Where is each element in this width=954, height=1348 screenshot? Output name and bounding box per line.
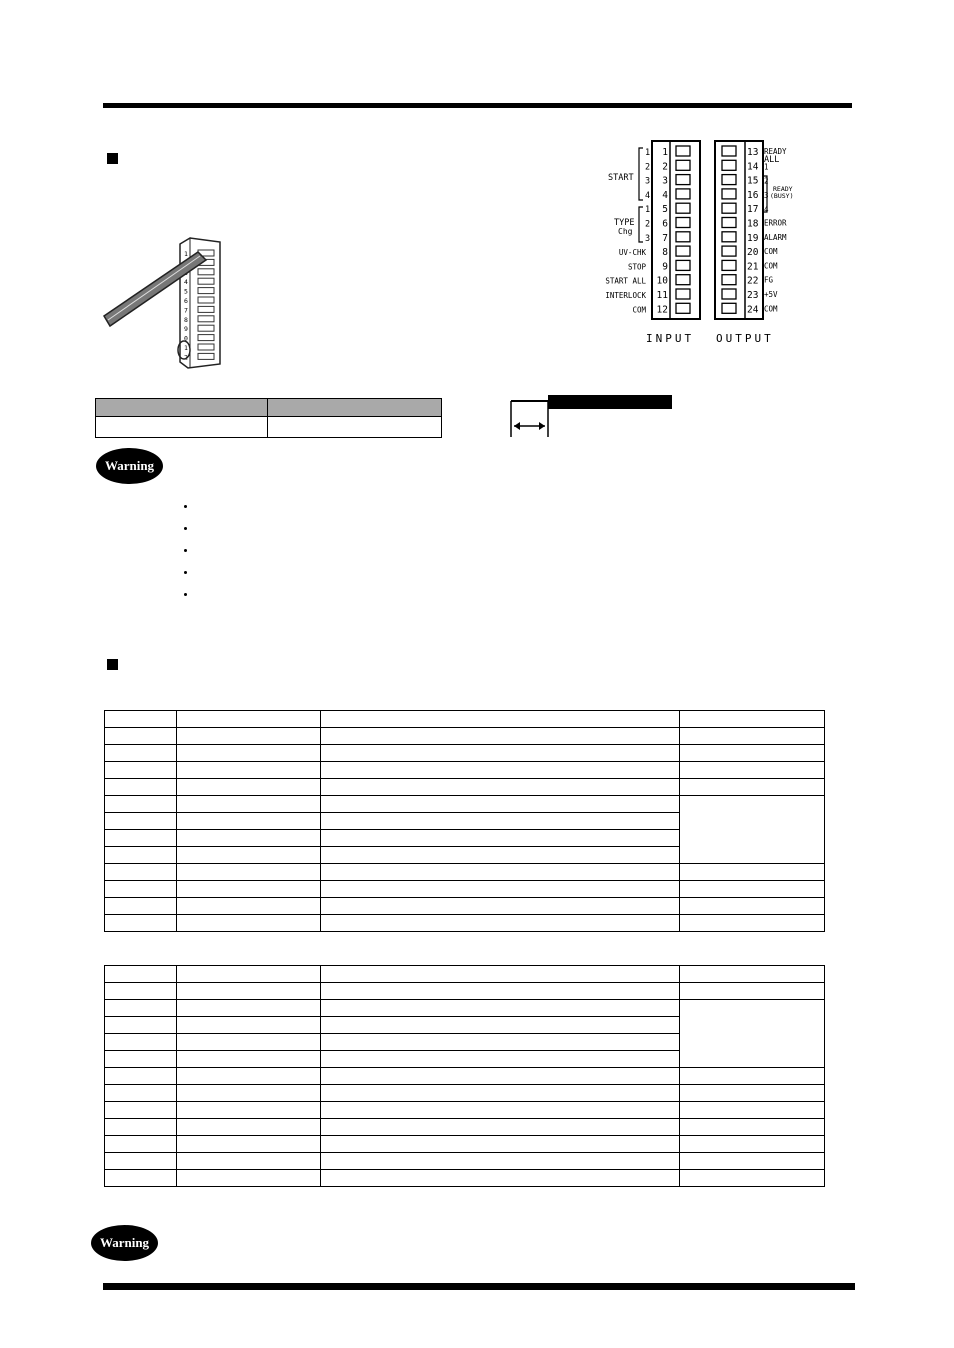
output-pin-slot bbox=[722, 260, 736, 270]
ready-busy-label: READY bbox=[773, 185, 793, 193]
output-pin-label: ERROR bbox=[764, 218, 787, 228]
output-pin-number: 19 bbox=[747, 232, 759, 244]
output-pin-slot bbox=[722, 146, 736, 156]
terminal-slot bbox=[198, 316, 214, 322]
input-pin-slot bbox=[676, 189, 690, 199]
input-pin-number: 11 bbox=[656, 290, 668, 301]
output-pin-number: 23 bbox=[747, 290, 759, 301]
input-pin-slot bbox=[676, 160, 690, 170]
output-pin-number: 18 bbox=[747, 218, 759, 230]
input-pin-slot bbox=[676, 146, 690, 156]
table-row bbox=[105, 796, 825, 813]
terminal-slot bbox=[198, 269, 214, 275]
output-pin-label: FG bbox=[764, 275, 774, 285]
input-pin-label: COM bbox=[632, 305, 646, 315]
output-pin-label: COM bbox=[764, 261, 778, 271]
ready-all-label: ALL bbox=[764, 155, 780, 165]
table-row bbox=[105, 711, 825, 728]
ready-busy-label-2: (BUSY) bbox=[770, 192, 794, 200]
terminal-slot bbox=[198, 335, 214, 341]
output-caption: OUTPUT bbox=[716, 332, 774, 345]
terminal-number: 1 bbox=[184, 344, 188, 352]
table-row bbox=[105, 779, 825, 796]
terminal-slot bbox=[198, 325, 214, 331]
table-row bbox=[105, 1170, 825, 1187]
ready-busy-sub-number: 2 bbox=[764, 176, 769, 186]
input-pin-number: 10 bbox=[656, 275, 668, 287]
table-row bbox=[105, 881, 825, 898]
table-row bbox=[105, 915, 825, 932]
table-row bbox=[105, 1085, 825, 1102]
terminal-slot bbox=[198, 344, 214, 350]
input-pin-slot bbox=[676, 260, 690, 270]
section-marker-2 bbox=[107, 659, 118, 670]
input-signal-table bbox=[104, 710, 825, 932]
section-marker-1 bbox=[107, 153, 118, 164]
start-sub-number: 2 bbox=[645, 162, 651, 173]
table-row bbox=[105, 1153, 825, 1170]
input-pin-number: 7 bbox=[662, 232, 668, 244]
table-row bbox=[105, 762, 825, 779]
input-caption: INPUT bbox=[646, 332, 695, 345]
output-pin-slot bbox=[722, 175, 736, 185]
output-pin-label: ALARM bbox=[764, 232, 787, 242]
output-pin-slot bbox=[722, 218, 736, 228]
output-pin-slot bbox=[722, 189, 736, 199]
input-pin-number: 1 bbox=[662, 147, 668, 158]
input-pin-number: 3 bbox=[662, 175, 668, 187]
input-pin-slot bbox=[676, 218, 690, 228]
output-signal-table bbox=[104, 965, 825, 1187]
terminal-slot bbox=[198, 306, 214, 312]
output-pin-number: 17 bbox=[747, 204, 759, 216]
start-sub-number: 3 bbox=[645, 176, 651, 187]
input-pin-label: INTERLOCK bbox=[605, 291, 646, 300]
output-pin-number: 15 bbox=[747, 175, 759, 187]
warning-badge: Warning bbox=[96, 448, 163, 484]
type-sub-number: 2 bbox=[645, 219, 651, 230]
output-pin-number: 21 bbox=[747, 261, 759, 273]
output-pin-slot bbox=[722, 289, 736, 299]
input-pin-number: 6 bbox=[662, 218, 668, 230]
type-sub-number: 1 bbox=[645, 205, 651, 216]
table-row bbox=[105, 1068, 825, 1085]
input-pin-number: 2 bbox=[662, 161, 668, 173]
output-pin-slot bbox=[722, 203, 736, 213]
input-pin-number: 8 bbox=[662, 247, 668, 259]
input-pin-slot bbox=[676, 246, 690, 256]
input-pin-slot bbox=[676, 203, 690, 213]
strip-length-diagram bbox=[506, 392, 676, 440]
table-row bbox=[105, 1119, 825, 1136]
table-row bbox=[105, 1000, 825, 1017]
input-pin-slot bbox=[676, 175, 690, 185]
terminal-number: 4 bbox=[184, 278, 188, 287]
output-pin-label: COM bbox=[764, 304, 778, 314]
output-pin-number: 16 bbox=[747, 189, 759, 201]
table-row bbox=[105, 745, 825, 762]
input-pin-number: 9 bbox=[662, 261, 668, 273]
terminal-number: 5 bbox=[184, 287, 188, 296]
input-pin-number: 4 bbox=[662, 189, 668, 201]
connector-pinout-diagram bbox=[600, 136, 820, 351]
start-sub-number: 4 bbox=[645, 190, 651, 201]
terminal-slot bbox=[198, 353, 214, 359]
input-pin-label: START ALL bbox=[605, 276, 646, 286]
output-pin-slot bbox=[722, 275, 736, 285]
terminal-number: 1 bbox=[184, 250, 188, 258]
terminal-number: 8 bbox=[184, 315, 188, 324]
input-pin-slot bbox=[676, 303, 690, 313]
terminal-number: 9 bbox=[184, 325, 188, 334]
input-pin-slot bbox=[676, 275, 690, 285]
table-row bbox=[105, 728, 825, 745]
table-row bbox=[105, 864, 825, 881]
output-pin-slot bbox=[722, 232, 736, 242]
input-pin-number: 5 bbox=[662, 204, 668, 216]
terminal-slot bbox=[198, 288, 214, 294]
output-pin-number: 24 bbox=[747, 304, 759, 316]
output-pin-number: 13 bbox=[747, 147, 759, 158]
header-rule bbox=[103, 103, 852, 108]
terminal-number: 2 bbox=[184, 353, 188, 362]
wire-spec-table bbox=[95, 398, 442, 438]
output-pin-slot bbox=[722, 303, 736, 313]
terminal-block-illustration bbox=[98, 234, 238, 374]
footer-rule bbox=[103, 1283, 855, 1290]
output-pin-number: 20 bbox=[747, 247, 759, 259]
terminal-number: 0 bbox=[184, 334, 188, 343]
warning-badge: Warning bbox=[91, 1225, 158, 1261]
output-pin-label: READY bbox=[764, 147, 787, 156]
terminal-number: 7 bbox=[184, 306, 188, 315]
table-row bbox=[105, 1102, 825, 1119]
output-pin-slot bbox=[722, 160, 736, 170]
ready-busy-sub-number: 3 bbox=[764, 190, 769, 200]
input-pin-label: STOP bbox=[627, 262, 646, 272]
input-pin-label: UV-CHK bbox=[618, 248, 646, 258]
input-pin-slot bbox=[676, 289, 690, 299]
output-pin-label: +5V bbox=[764, 290, 778, 299]
output-pin-number: 22 bbox=[747, 275, 759, 287]
table-row bbox=[105, 1136, 825, 1153]
input-pin-slot bbox=[676, 232, 690, 242]
table-row bbox=[105, 983, 825, 1000]
terminal-number: 6 bbox=[184, 297, 188, 305]
start-group-label: START bbox=[608, 173, 634, 183]
output-pin-number: 14 bbox=[747, 161, 759, 173]
type-group-label-2: Chg bbox=[618, 227, 633, 236]
table-row bbox=[105, 898, 825, 915]
ready-busy-sub-number: 4 bbox=[764, 205, 769, 215]
type-sub-number: 3 bbox=[645, 233, 651, 244]
input-pin-number: 12 bbox=[656, 304, 668, 316]
start-sub-number: 1 bbox=[645, 148, 651, 158]
output-pin-slot bbox=[722, 246, 736, 256]
output-pin-label: COM bbox=[764, 247, 778, 257]
table-row bbox=[105, 966, 825, 983]
type-group-label: TYPE bbox=[614, 218, 635, 228]
ready-busy-sub-number: 1 bbox=[764, 162, 769, 172]
terminal-slot bbox=[198, 297, 214, 303]
terminal-slot bbox=[198, 278, 214, 284]
